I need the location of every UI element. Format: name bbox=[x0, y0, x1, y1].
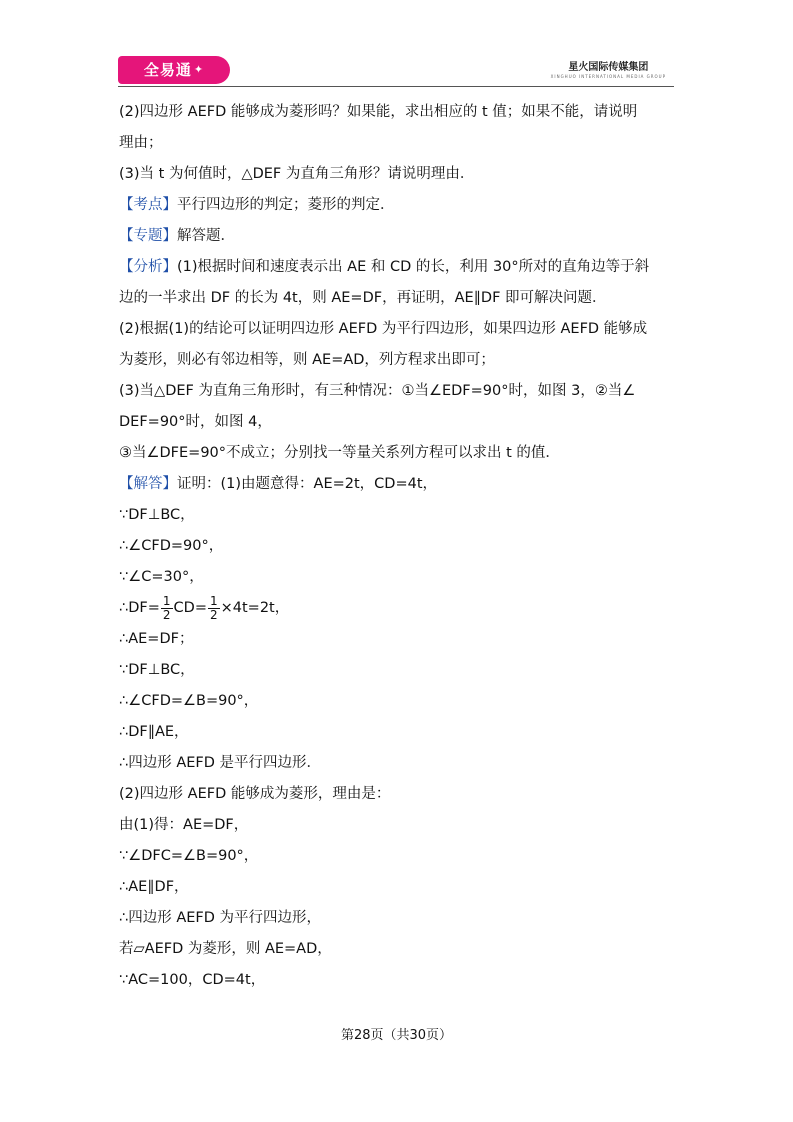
fraction-numerator: 1 bbox=[209, 593, 218, 608]
sparkle-icon: ✦ bbox=[193, 63, 205, 76]
text-line: ∵∠C=30°， bbox=[119, 569, 204, 585]
logo-text: 全易通 bbox=[143, 61, 192, 79]
text-line: (2)根据(1)的结论可以证明四边形 AEFD 为平行四边形，如果四边形 AEFD 能够成 bbox=[119, 321, 648, 337]
solution-line bbox=[119, 469, 679, 500]
text-line: (3)当 t 为何值时，△DEF 为直角三角形？请说明理由． bbox=[119, 166, 475, 182]
section-text: 证明：(1)由题意得：AE=2t，CD=4t， bbox=[177, 476, 438, 492]
header-divider bbox=[118, 86, 674, 87]
fraction-denominator: 2 bbox=[209, 607, 218, 622]
page-header bbox=[118, 56, 674, 86]
text-line: (2)四边形 AEFD 能够成为菱形吗？如果能，求出相应的 t 值；如果不能，请说明 bbox=[119, 104, 638, 120]
text-line: 理由； bbox=[119, 135, 163, 151]
text-line: ∴AE∥DF， bbox=[119, 879, 189, 895]
publisher-name-en: XINGHUO INTERNATIONAL MEDIA GROUP bbox=[550, 74, 666, 79]
section-tag: 【考点】 bbox=[119, 197, 177, 213]
text-segment: ×4t=2t， bbox=[220, 600, 290, 616]
text-line: ∴∠CFD=∠B=90°， bbox=[119, 693, 259, 709]
fraction-line bbox=[119, 593, 679, 624]
text-line: ∵DF⊥BC， bbox=[119, 507, 195, 523]
fraction bbox=[161, 595, 173, 622]
publisher-name: 星火国际传媒集团 bbox=[568, 62, 649, 73]
text-line: ∴AE=DF； bbox=[119, 631, 194, 647]
text-line: (3)当△DEF 为直角三角形时，有三种情况：①当∠EDF=90°时，如图 3，②当∠ bbox=[119, 383, 636, 399]
topic-line bbox=[119, 221, 679, 252]
section-text: 解答题． bbox=[177, 228, 235, 244]
text-line: ∵∠DFC=∠B=90°， bbox=[119, 848, 259, 864]
text-line: 若▱AEFD 为菱形，则 AE=AD， bbox=[119, 941, 332, 957]
fraction-numerator: 1 bbox=[162, 593, 171, 608]
text-line: 为菱形，则必有邻边相等，则 AE=AD，列方程求出即可； bbox=[119, 352, 495, 368]
text-line: 边的一半求出 DF 的长为 4t，则 AE=DF，再证明，AE∥DF 即可解决问题． bbox=[119, 290, 607, 306]
section-tag: 【分析】 bbox=[119, 259, 177, 275]
text-line: (2)四边形 AEFD 能够成为菱形，理由是： bbox=[119, 786, 391, 802]
text-line: DEF=90°时，如图 4， bbox=[119, 414, 272, 430]
text-line: ∴∠CFD=90°， bbox=[119, 538, 224, 554]
text-line: ③当∠DFE=90°不成立；分别找一等量关系列方程可以求出 t 的值． bbox=[119, 445, 560, 461]
section-text: (1)根据时间和速度表示出 AE 和 CD 的长，利用 30°所对的直角边等于斜 bbox=[177, 259, 650, 275]
document-body bbox=[119, 97, 679, 996]
fraction bbox=[208, 595, 220, 622]
text-segment: ∴DF= bbox=[119, 600, 160, 616]
text-segment: CD= bbox=[173, 600, 207, 616]
text-line: ∵DF⊥BC， bbox=[119, 662, 195, 678]
analysis-line bbox=[119, 252, 679, 283]
key-point-line bbox=[119, 190, 679, 221]
text-line: ∴DF∥AE， bbox=[119, 724, 189, 740]
fraction-denominator: 2 bbox=[162, 607, 171, 622]
text-line: ∴四边形 AEFD 为平行四边形， bbox=[119, 910, 322, 926]
publisher-brand bbox=[551, 62, 666, 80]
text-line: ∴四边形 AEFD 是平行四边形． bbox=[119, 755, 322, 771]
page-number: 第28页（共30页） bbox=[340, 1028, 453, 1043]
text-line: 由(1)得：AE=DF， bbox=[119, 817, 249, 833]
brand-logo bbox=[118, 56, 230, 84]
section-text: 平行四边形的判定；菱形的判定． bbox=[177, 197, 395, 213]
section-tag: 【专题】 bbox=[119, 228, 177, 244]
section-tag: 【解答】 bbox=[119, 476, 177, 492]
text-line: ∵AC=100，CD=4t， bbox=[119, 972, 266, 988]
